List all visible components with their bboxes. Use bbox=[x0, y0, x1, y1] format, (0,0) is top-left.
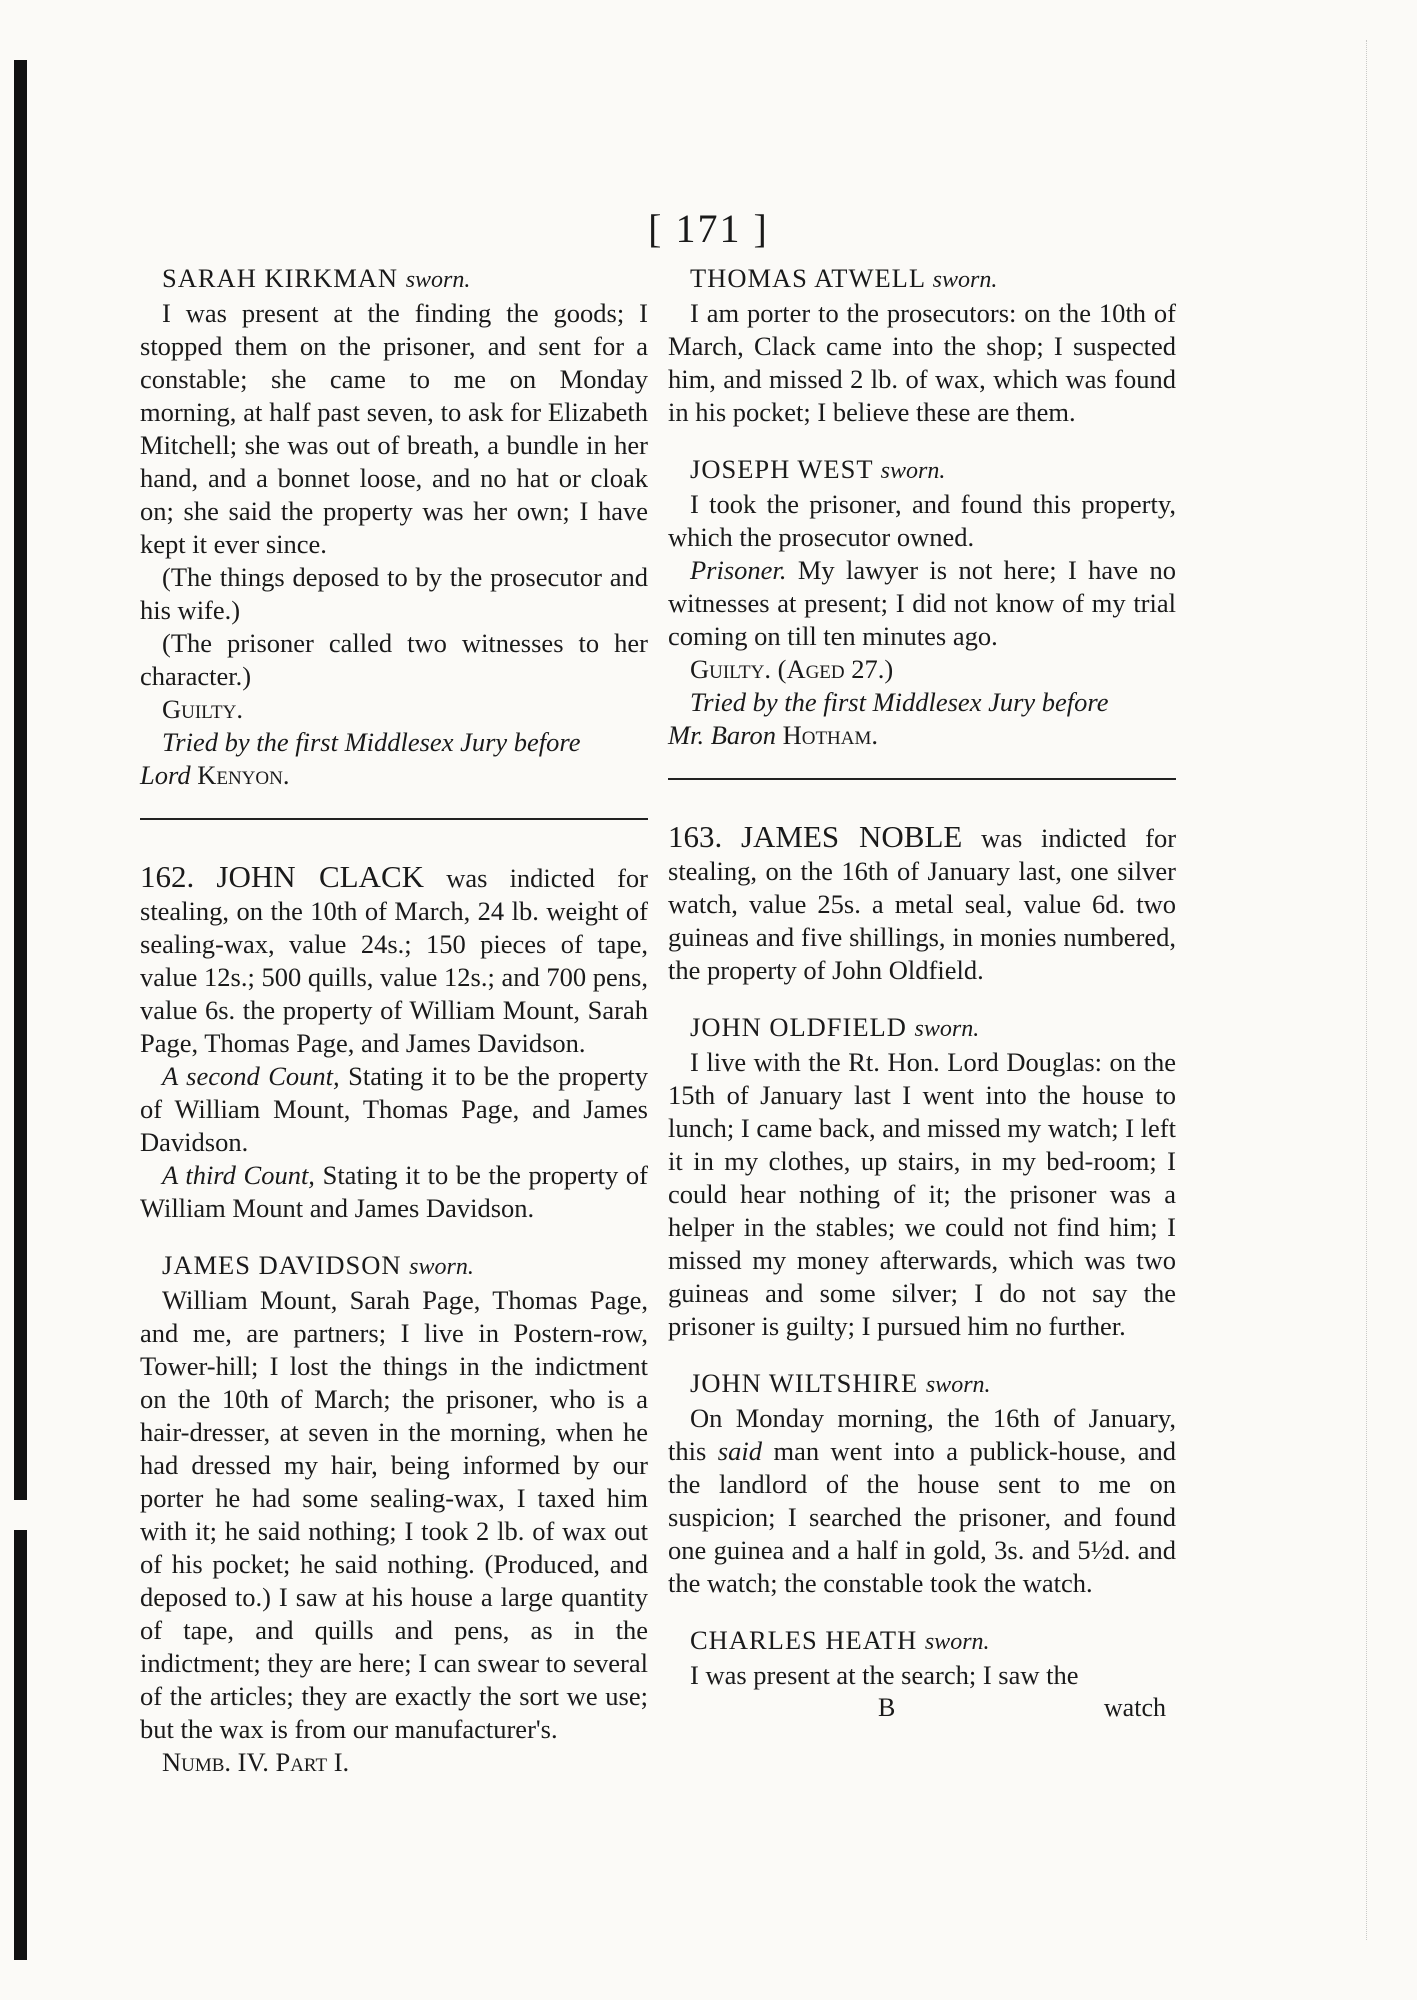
case-heading: 163. JAMES NOBLE was indicted for stealing, on the 16th of January last, one silver watch, value 25s. a metal seal, value 6d. two guineas and five shillings, in monies numbered, the property of John Oldfield. bbox=[668, 819, 1177, 985]
catchline bbox=[668, 1692, 1176, 1724]
witness-heading: CHARLES HEATH sworn. bbox=[690, 1625, 990, 1655]
verdict: Guilty. (Aged 27.) bbox=[690, 654, 894, 684]
case-heading: 162. JOHN CLACK was indicted for stealing, on the 10th of March, 24 lb. weight of sealing-wax, value 24s.; 150 pieces of tape, value 12s.; 500 quills, value 12s.; and 700 pens, value 6s. the property of William Mount, Sarah Page, Thomas Page, and James Davidson. bbox=[140, 859, 648, 1058]
tried-by: Tried by the first Middlesex Jury before Mr. Baron Hotham. bbox=[668, 687, 1109, 750]
count: A second Count, Stating it to be the property of William Mount, Thomas Page, and James Davidson. bbox=[140, 1061, 648, 1157]
signature-mark: B bbox=[878, 1693, 896, 1722]
catchword: watch bbox=[1103, 1693, 1166, 1722]
testimony: I took the prisoner, and found this property, which the prosecutor owned. bbox=[668, 489, 1176, 552]
note: (The things deposed to by the prosecutor and his wife.) bbox=[140, 562, 648, 625]
verdict: Guilty. bbox=[162, 694, 243, 724]
testimony: I was present at the finding the goods; I stopped them on the prisoner, and sent for a constable; she came to me on Monday morning, at half past seven, to ask for Elizabeth Mitchell; she was out of breath, a bundle in her hand, and a bonnet loose, and no hat or cloak on; she said the property was her own; I have kept it ever since. bbox=[140, 298, 648, 559]
section-rule bbox=[140, 818, 648, 820]
spine-gap bbox=[14, 1500, 27, 1530]
page-edge-marks bbox=[1366, 40, 1387, 1940]
footer-signature: Numb. IV. Part I. bbox=[162, 1747, 350, 1777]
left-column bbox=[140, 262, 648, 1779]
witness-heading: JOSEPH WEST sworn. bbox=[690, 454, 946, 484]
count: A third Count, Stating it to be the property of William Mount and James Davidson. bbox=[140, 1160, 648, 1223]
witness-heading: JAMES DAVIDSON sworn. bbox=[162, 1250, 474, 1280]
testimony: William Mount, Sarah Page, Thomas Page, and me, are partners; I live in Postern-row, Tower-hill; I lost the things in the indictment on the 10th of March; the prisoner, who is a hair-dresser, at seven in the morning, when he had dressed my hair, being informed by our porter he had some sealing-wax, I taxed him with it; he said nothing; I took 2 lb. of wax out of his pocket; he said nothing. (Produced, and deposed to.) I saw at his house a large quantity of tape, and quills and pens, as in the indictment; they are here; I can swear to several of the articles; they are exactly the sort we use; but the wax is from our manufacturer's. bbox=[140, 1285, 648, 1744]
note: (The prisoner called two witnesses to her character.) bbox=[140, 628, 648, 691]
page-number: [ 171 ] bbox=[648, 206, 769, 251]
prisoner-statement: Prisoner. My lawyer is not here; I have no witnesses at present; I did not know of my trial coming on till ten minutes ago. bbox=[668, 555, 1177, 651]
witness-heading: SARAH KIRKMAN sworn. bbox=[162, 263, 471, 293]
witness-heading: THOMAS ATWELL sworn. bbox=[690, 263, 998, 293]
binding-spine-shadow bbox=[14, 60, 27, 1960]
witness-heading: JOHN OLDFIELD sworn. bbox=[690, 1012, 980, 1042]
right-column bbox=[668, 262, 1176, 1724]
testimony: I live with the Rt. Hon. Lord Douglas: on the 15th of January last I went into the house to lunch; I came back, and missed my watch; I left it in my clothes, up stairs, in my bed-room; I could hear nothing of it; the prisoner was a helper in the stables; we could not find him; I missed my money afterwards, which was two guineas and some silver; I do not say the prisoner is guilty; I pursued him no further. bbox=[668, 1047, 1176, 1341]
section-rule bbox=[668, 778, 1176, 780]
testimony: On Monday morning, the 16th of January, this said man went into a publick-house, and the landlord of the house sent to me on suspicion; I searched the prisoner, and found one guinea and a half in gold, 3s. and 5½d. and the watch; the constable took the watch. bbox=[668, 1403, 1176, 1598]
testimony: I was present at the search; I saw the bbox=[690, 1660, 1079, 1690]
witness-heading: JOHN WILTSHIRE sworn. bbox=[690, 1368, 991, 1398]
tried-by: Tried by the first Middlesex Jury before Lord Kenyon. bbox=[140, 727, 581, 790]
testimony: I am porter to the prosecutors: on the 10th of March, Clack came into the shop; I suspected him, and missed 2 lb. of wax, which was found in his pocket; I believe these are them. bbox=[668, 298, 1176, 427]
